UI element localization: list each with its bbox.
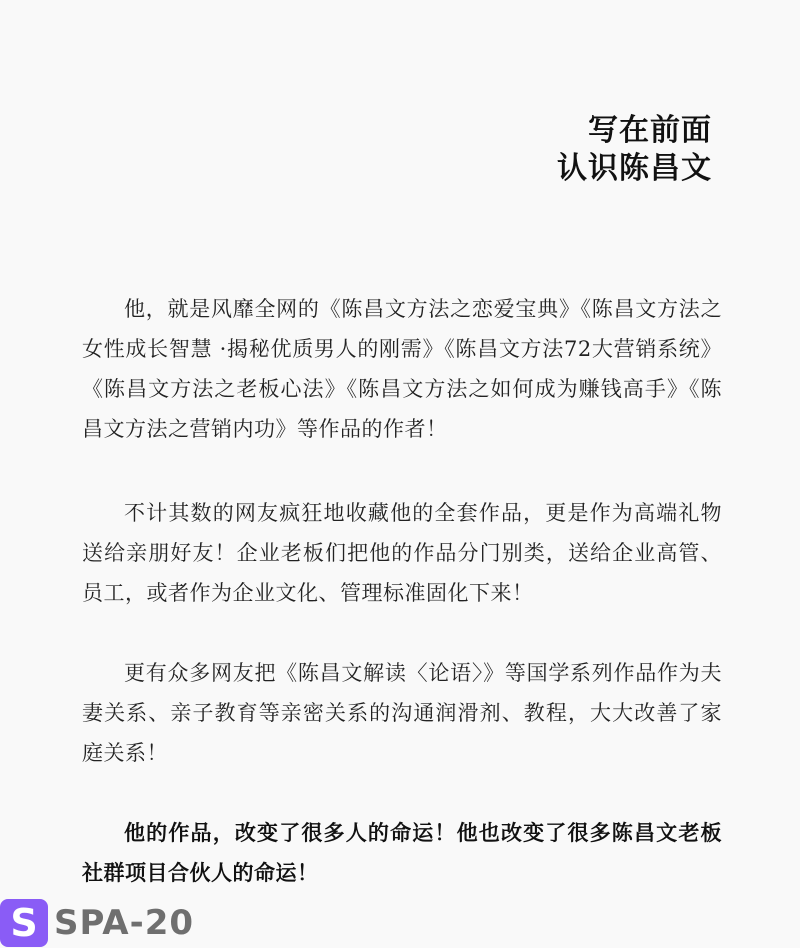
- page-heading: [557, 112, 712, 188]
- watermark-label: SPA-20: [54, 903, 195, 943]
- paragraph-2: 不计其数的网友疯狂地收藏他的全套作品，更是作为高端礼物送给亲朋好友！企业老板们把他的作品分门别类，送给企业高管、员工，或者作为企业文化、管理标准固化下来！: [82, 501, 722, 605]
- heading-line-1: 写在前面: [588, 113, 712, 148]
- paragraph-3: 更有众多网友把《陈昌文解读〈论语〉》等国学系列作品作为夫妻关系、亲子教育等亲密关系的沟通润滑剂、教程，大大改善了家庭关系！: [82, 661, 722, 765]
- watermark-logo-icon: S: [0, 899, 48, 947]
- paragraph-1: 他，就是风靡全网的《陈昌文方法之恋爱宝典》《陈昌文方法之女性成长智慧 ·揭秘优质男人的刚需》《陈昌文方法72大营销系统》《陈昌文方法之老板心法》《陈昌文方法之如何成为赚钱高手》《陈昌文方法之营销内功》等作品的作者！: [82, 297, 722, 441]
- paragraph-4-bold: 他的作品，改变了很多人的命运！他也改变了很多陈昌文老板社群项目合伙人的命运！: [82, 821, 722, 885]
- heading-line-2: 认识陈昌文: [557, 151, 712, 186]
- watermark: [0, 898, 194, 948]
